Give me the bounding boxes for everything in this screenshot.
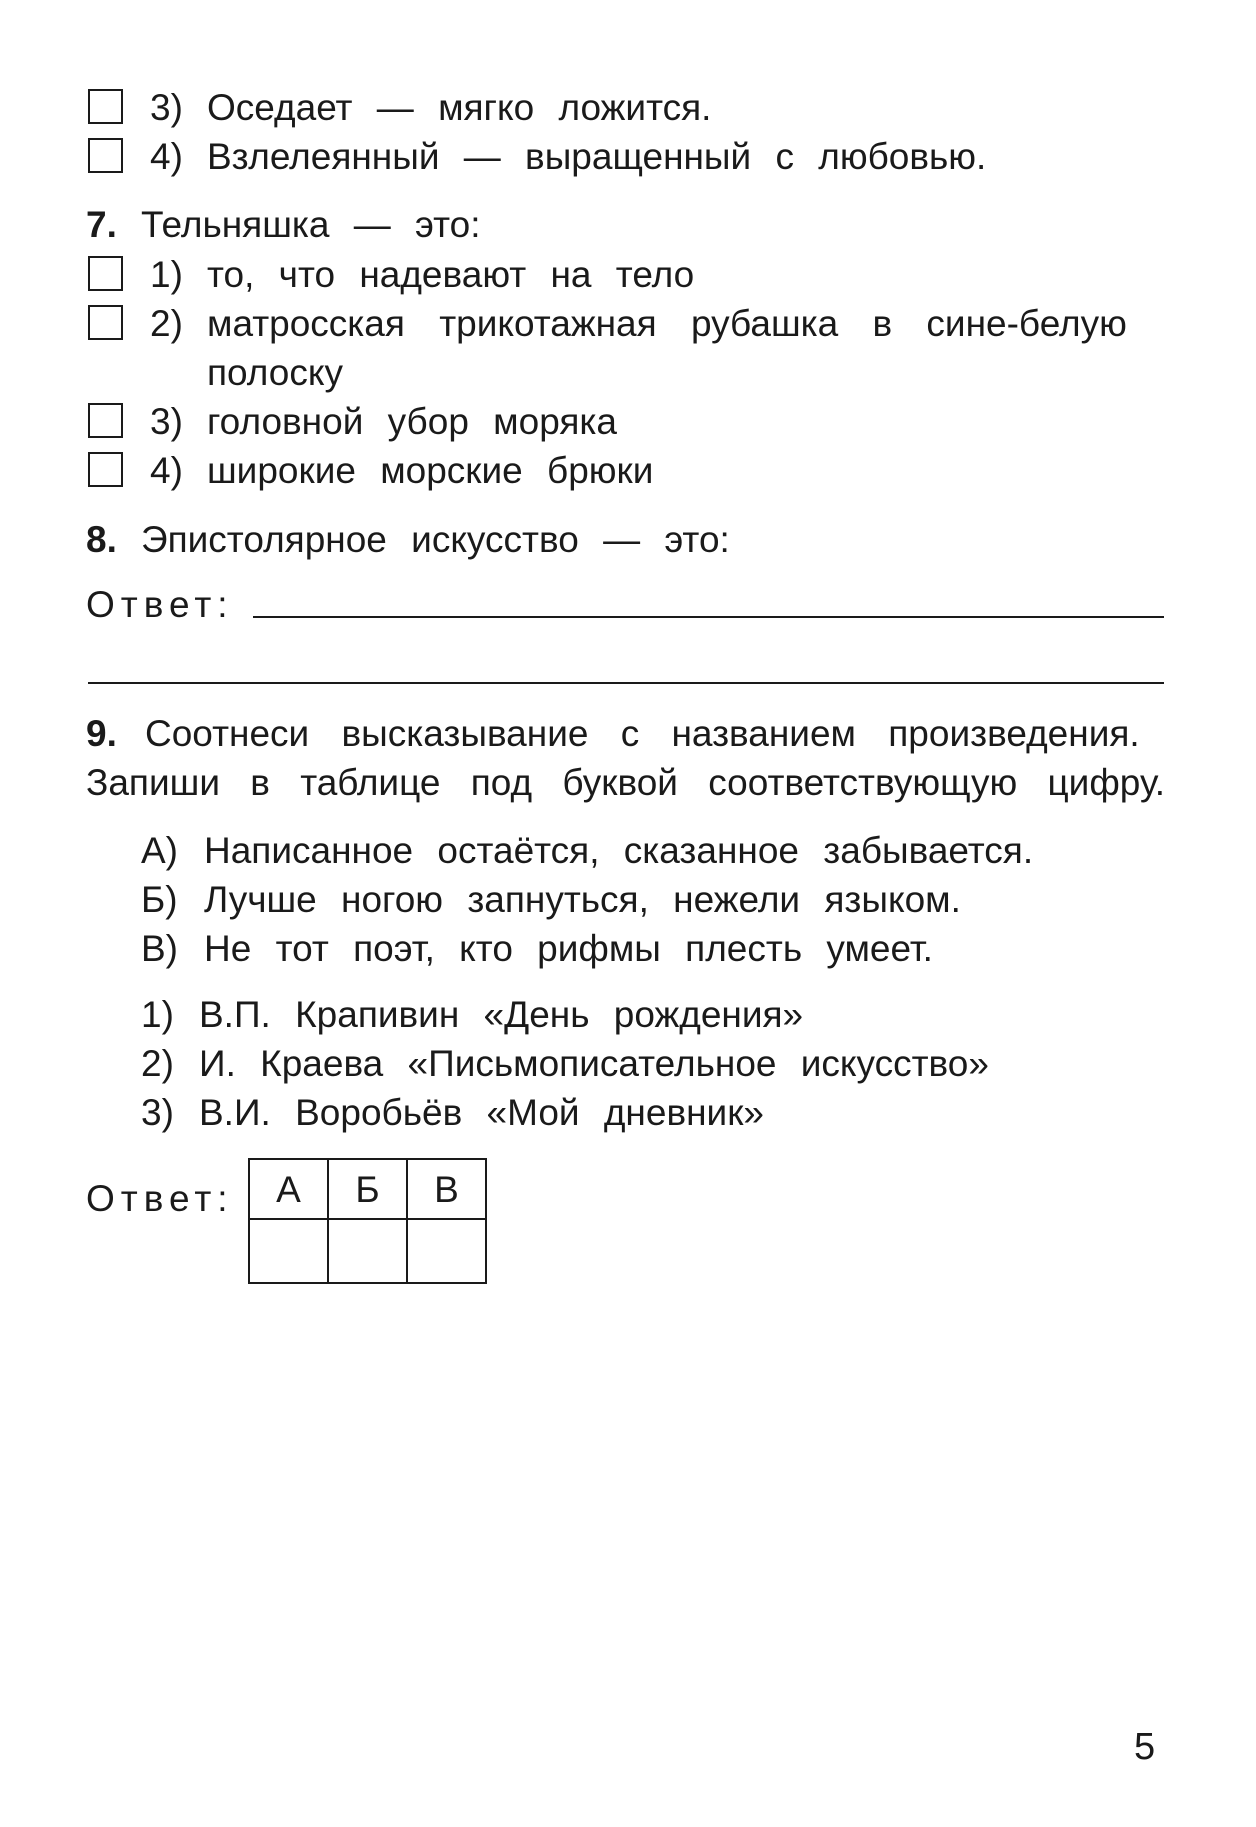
q8-answer-line-2[interactable] — [88, 660, 1164, 684]
q9-work-1-text: В.П. Крапивин «День рождения» — [199, 994, 804, 1035]
q7-option-2-text: матросская трикотажная рубашка в сине-белую — [207, 303, 1127, 344]
q9-number: 9. — [86, 713, 117, 754]
q9-saying-v-letter: В) — [141, 928, 178, 969]
q7-option-4-text: широкие морские брюки — [207, 450, 654, 491]
q7-option-4-checkbox[interactable] — [88, 452, 123, 487]
q9-work-1-number: 1) — [141, 994, 174, 1035]
q7-option-2-text-cont: полоску — [207, 352, 343, 393]
q9-saying-v-text: Не тот поэт, кто рифмы плесть умеет. — [204, 928, 933, 969]
q7-option-1-checkbox[interactable] — [88, 256, 123, 291]
q9-question-line-1: Соотнеси высказывание с названием произведения. — [145, 713, 1140, 754]
q7-option-3-number: 3) — [150, 401, 183, 442]
q9-saying-b-letter: Б) — [141, 879, 178, 920]
q9-saying-b-text: Лучше ногою запнуться, нежели языком. — [204, 879, 961, 920]
q9-work-3-number: 3) — [141, 1092, 174, 1133]
q9-saying-a-letter: А) — [141, 830, 178, 871]
q7-number: 7. — [86, 204, 117, 245]
q7-option-3-checkbox[interactable] — [88, 403, 123, 438]
q9-work-2-number: 2) — [141, 1043, 174, 1084]
q8-answer-label: Ответ: — [86, 584, 234, 625]
q6-option-4-number: 4) — [150, 136, 183, 177]
q9-answer-label: Ответ: — [86, 1178, 234, 1219]
q7-option-4-number: 4) — [150, 450, 183, 491]
q8-question: Эпистолярное искусство — это: — [141, 519, 730, 560]
q7-question: Тельняшка — это: — [141, 204, 481, 245]
q9-table-cell-b[interactable] — [328, 1219, 407, 1283]
q7-option-1-text: то, что надевают на тело — [207, 254, 695, 295]
q9-work-2-text: И. Краева «Письмописательное искусство» — [199, 1043, 989, 1084]
q9-table-cell-v[interactable] — [407, 1219, 486, 1283]
q9-table-cell-a[interactable] — [249, 1219, 328, 1283]
q9-table-header-a: А — [249, 1159, 328, 1219]
q7-option-3-text: головной убор моряка — [207, 401, 617, 442]
q9-question-line-2: Запиши в таблице под буквой соответствующую цифру. — [86, 762, 1166, 803]
q6-option-3-text: Оседает — мягко ложится. — [207, 87, 712, 128]
q7-option-2-checkbox[interactable] — [88, 305, 123, 340]
q8-answer-line-1[interactable] — [253, 594, 1164, 618]
q6-option-4-text: Взлелеянный — выращенный с любовью. — [207, 136, 987, 177]
q8-number: 8. — [86, 519, 117, 560]
page-number: 5 — [1134, 1726, 1156, 1768]
q7-option-2-number: 2) — [150, 303, 183, 344]
q9-work-3-text: В.И. Воробьёв «Мой дневник» — [199, 1092, 764, 1133]
q7-option-1-number: 1) — [150, 254, 183, 295]
q9-table-header-b: Б — [328, 1159, 407, 1219]
q9-answer-table — [248, 1158, 487, 1284]
q6-option-4-checkbox[interactable] — [88, 138, 123, 173]
q9-saying-a-text: Написанное остаётся, сказанное забывается. — [204, 830, 1034, 871]
q6-option-3-number: 3) — [150, 87, 183, 128]
q9-table-header-v: В — [407, 1159, 486, 1219]
q6-option-3-checkbox[interactable] — [88, 89, 123, 124]
